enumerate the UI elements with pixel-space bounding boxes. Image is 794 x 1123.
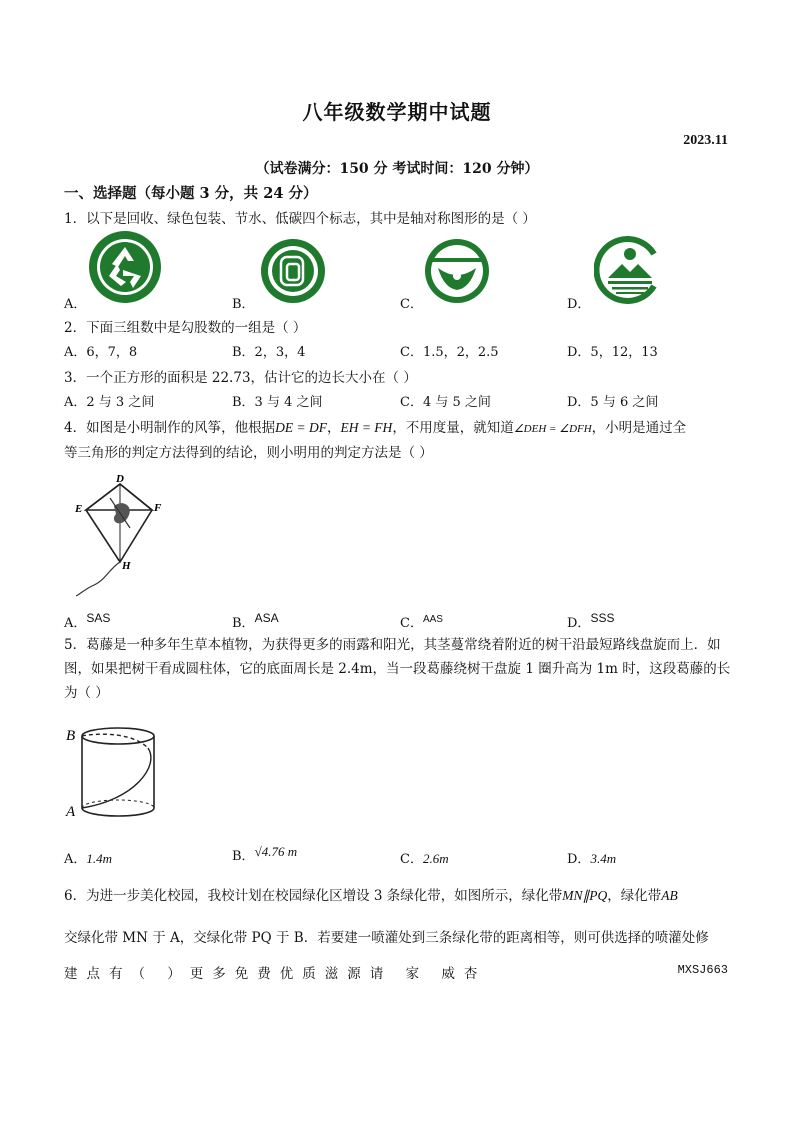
q4-equation-2: EH = FH [340, 420, 393, 435]
q1-option-a: A． [64, 297, 87, 312]
cylinder-figure [64, 722, 164, 822]
exam-meta: （试卷满分：150 分 考试时间：120 分钟） [255, 161, 539, 177]
q4-separator: ， [326, 420, 341, 436]
q3-option-c: C．4 与 5 之间 [400, 395, 491, 410]
q4-equation-1: DE = DF [275, 420, 327, 435]
cylinder-label-b: B [66, 728, 76, 744]
q4-equation-3: ∠DEH = ∠DFH [513, 423, 592, 435]
watermark-code: MXSJ663 [677, 963, 728, 977]
kite-figure [66, 470, 170, 598]
q4-text-c: ，小明是通过全 [591, 420, 687, 436]
q6-text-a: 6．为进一步美化校园，我校计划在校园绿化区增设 3 条绿化带，如图所示，绿化带 [64, 888, 563, 904]
q2-option-c: C．1.5，2，2.5 [400, 345, 499, 360]
q1-option-b: B． [232, 297, 255, 312]
q4-text-a: 4．如图是小明制作的风筝，他根据 [64, 420, 276, 436]
q3-option-b: B．3 与 4 之间 [232, 395, 323, 410]
q4-text-b: ，不用度量，就知道 [392, 420, 514, 436]
cylinder-label-a: A [66, 804, 76, 820]
page-title: 八年级数学期中试题 [302, 100, 492, 124]
kite-label-d: D [116, 473, 124, 485]
question-4-line-1 [64, 416, 686, 436]
green-package-logo-icon [260, 238, 326, 304]
q4-option-c: C．$^{AAS}$ [400, 614, 443, 631]
water-saving-logo-icon [424, 238, 490, 304]
q6-text-b: ，绿化带 [607, 888, 662, 904]
q5-option-b: B．√4.76 m [232, 844, 298, 864]
q4-option-d: D．SSS [567, 611, 615, 631]
kite-label-e: E [75, 503, 83, 515]
q1-option-c: C． [400, 297, 423, 312]
question-6-line-2: 交绿化带 MN 于 A，交绿化带 PQ 于 B．若要建一喷灌处到三条绿化带的距离相等，则可供选择的喷灌处修 [64, 930, 709, 946]
section-heading: 一、选择题（每小题 3 分，共 24 分） [64, 185, 318, 202]
q1-option-d: D． [567, 297, 591, 312]
q5-option-c: C．2.6m [400, 851, 449, 867]
low-carbon-logo-icon [594, 234, 666, 306]
q6-equation-2: AB [661, 888, 678, 903]
question-5: 5．葛藤是一种多年生草本植物，为获得更多的雨露和阳光，其茎蔓常绕着附近的树干沿最短路线盘旋而上．如图，如果把树干看成圆柱体，它的底面周长是 2.4m，当一段葛藤绕树干盘旋 1 圈升高为 1m 时，这段葛藤的长为（ ） [64, 637, 731, 701]
question-6-line-3: 建点有（ ）更多免费优质滋源请 家 威杏 [64, 966, 487, 982]
q4-option-b: B．ASA [232, 611, 279, 631]
q4-option-a: A．SAS [64, 611, 111, 631]
q5-option-d: D．3.4m [567, 851, 617, 867]
q2-option-b: B．2，3，4 [232, 345, 306, 360]
recycle-logo-icon [88, 230, 162, 304]
q6-equation-1: MN∥PQ [562, 888, 608, 903]
question-6-line-1 [64, 884, 678, 904]
question-1: 1．以下是回收、绿色包装、节水、低碳四个标志，其中是轴对称图形的是（ ） [64, 211, 536, 227]
q2-option-a: A．6，7，8 [64, 345, 138, 360]
kite-label-f: F [154, 502, 162, 514]
question-2: 2．下面三组数中是勾股数的一组是（ ） [64, 320, 307, 336]
q2-option-d: D．5，12，13 [567, 345, 658, 360]
q3-option-d: D．5 与 6 之间 [567, 395, 659, 410]
q3-option-a: A．2 与 3 之间 [64, 395, 155, 410]
exam-date: 2023.11 [683, 133, 728, 148]
q5-option-a: A．1.4m [64, 851, 113, 867]
question-3: 3．一个正方形的面积是 22.73，估计它的边长大小在（ ） [64, 370, 417, 386]
question-4-line-2: 等三角形的判定方法得到的结论，则小明用的判定方法是（ ） [64, 445, 433, 461]
kite-label-h: H [122, 560, 131, 572]
